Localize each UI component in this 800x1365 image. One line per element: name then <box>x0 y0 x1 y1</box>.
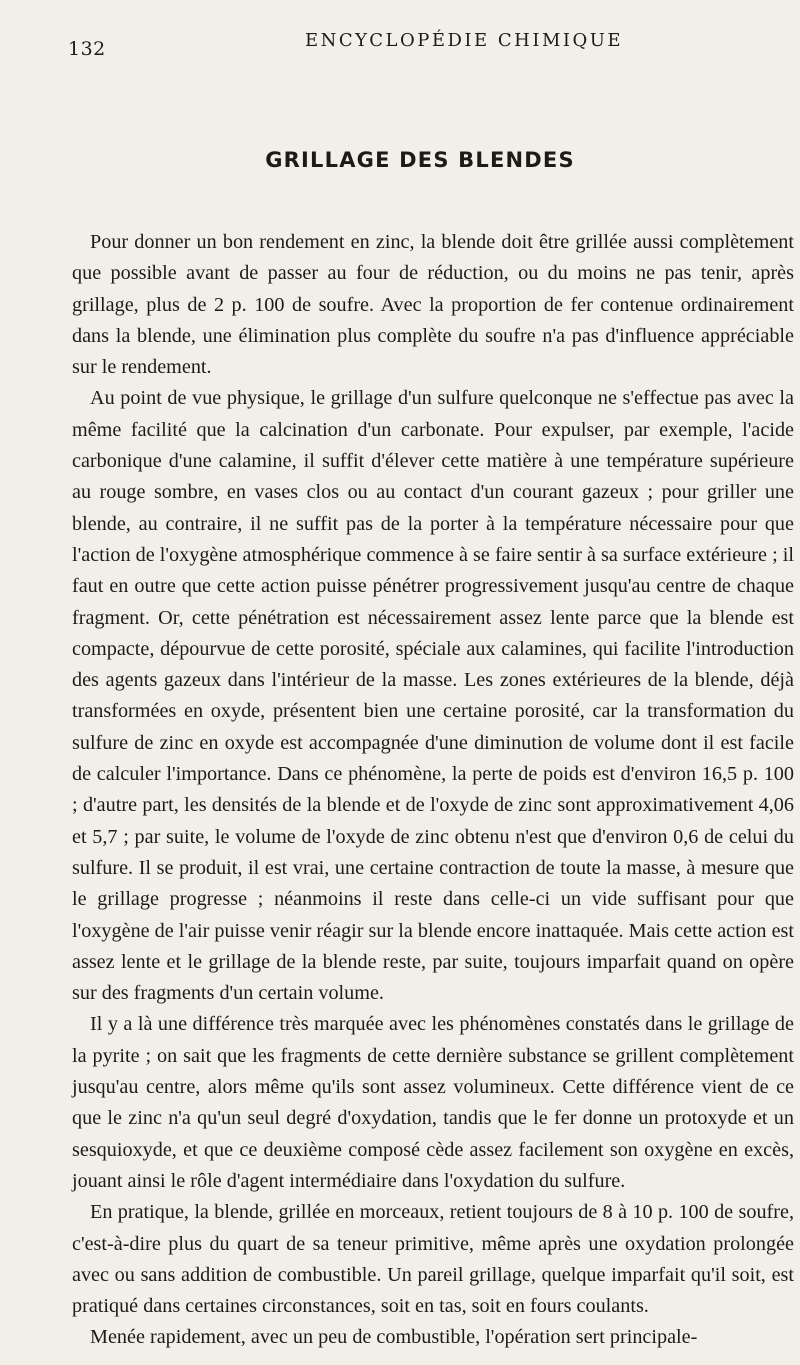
body-text <box>72 227 794 1354</box>
paragraph-pyrite-comparison: Il y a là une différence très marquée avec les phénomènes constatés dans le grillage de la pyrite ; on sait que les fragments de cette dernière substance se grillent complètement jusqu'au centre, alors même qu'ils sont assez volumineux. Cette différence vient de ce que le zinc n'a qu'un seul degré d'oxydation, tandis que le fer donne un protoxyde et un sesquioxyde, et que ce deuxième composé cède assez facilement son oxygène en excès, jouant ainsi le rôle d'agent intermédiaire dans l'oxydation du sulfure. <box>72 1013 794 1192</box>
paragraph-intro: Pour donner un bon rendement en zinc, la blende doit être grillée aussi complètement que possible avant de passer au four de réduction, ou du moins ne pas tenir, après grillage, plus de 2 p. 100 de soufre. Avec la proportion de fer contenue ordinairement dans la blende, une élimination plus complète du soufre n'a pas d'influence appréciable sur le rendement. <box>72 231 794 379</box>
page-number: 132 <box>68 38 106 60</box>
paragraph-physical-view: Au point de vue physique, le grillage d'un sulfure quelconque ne s'effectue pas avec la même facilité que la calcination d'un carbonate. Pour expulser, par exemple, l'acide carbonique d'une calamine, il suffit d'élever cette matière à une température supérieure au rouge sombre, en vases clos ou au contact d'un courant gazeux ; pour griller une blende, au contraire, il ne suffit pas de la porter à la température nécessaire pour que l'action de l'oxygène atmosphérique commence à se faire sentir à sa surface extérieure ; il faut en outre que cette action puisse pénétrer progressivement jusqu'au centre de chaque fragment. Or, cette pénétration est nécessairement assez lente parce que la blende est compacte, dépourvue de cette porosité, spéciale aux calamines, qui facilite l'introduction des agents gazeux dans l'intérieur de la masse. Les zones extérieures de la blende, déjà transformées en oxyde, présentent bien une certaine porosité, car la transformation du sulfure de zinc en oxyde est accompagnée d'une diminution de volume dont il est facile de calculer l'importance. Dans ce phénomène, la perte de poids est d'environ 16,5 p. 100 ; d'autre part, les densités de la blende et de l'oxyde de zinc sont approximativement 4,06 et 5,7 ; par suite, le volume de l'oxyde de zinc obtenu n'est que d'environ 0,6 de celui du sulfure. Il se produit, il est vrai, une certaine contraction de toute la masse, à mesure que le grillage progresse ; néanmoins il reste dans celle-ci un vide suffisant pour que l'oxygène de l'air puisse venir réagir sur la blende encore inattaquée. Mais cette action est assez lente et le grillage de la blende reste, par suite, toujours imparfait quand on opère sur des fragments d'un certain volume. <box>72 387 794 1005</box>
section-title: GRILLAGE DES BLENDES <box>265 148 575 172</box>
paragraph-continuation: Menée rapidement, avec un peu de combustible, l'opération sert principale- <box>90 1326 698 1349</box>
paragraph-practice: En pratique, la blende, grillée en morceaux, retient toujours de 8 à 10 p. 100 de soufre, c'est-à-dire plus du quart de sa teneur primitive, même après une oxydation prolongée avec ou sans addition de combustible. Un pareil grillage, quelque imparfait qu'il soit, est pratiqué dans certaines circonstances, soit en tas, soit en fours coulants. <box>72 1201 794 1318</box>
running-header: ENCYCLOPÉDIE CHIMIQUE <box>305 30 624 51</box>
